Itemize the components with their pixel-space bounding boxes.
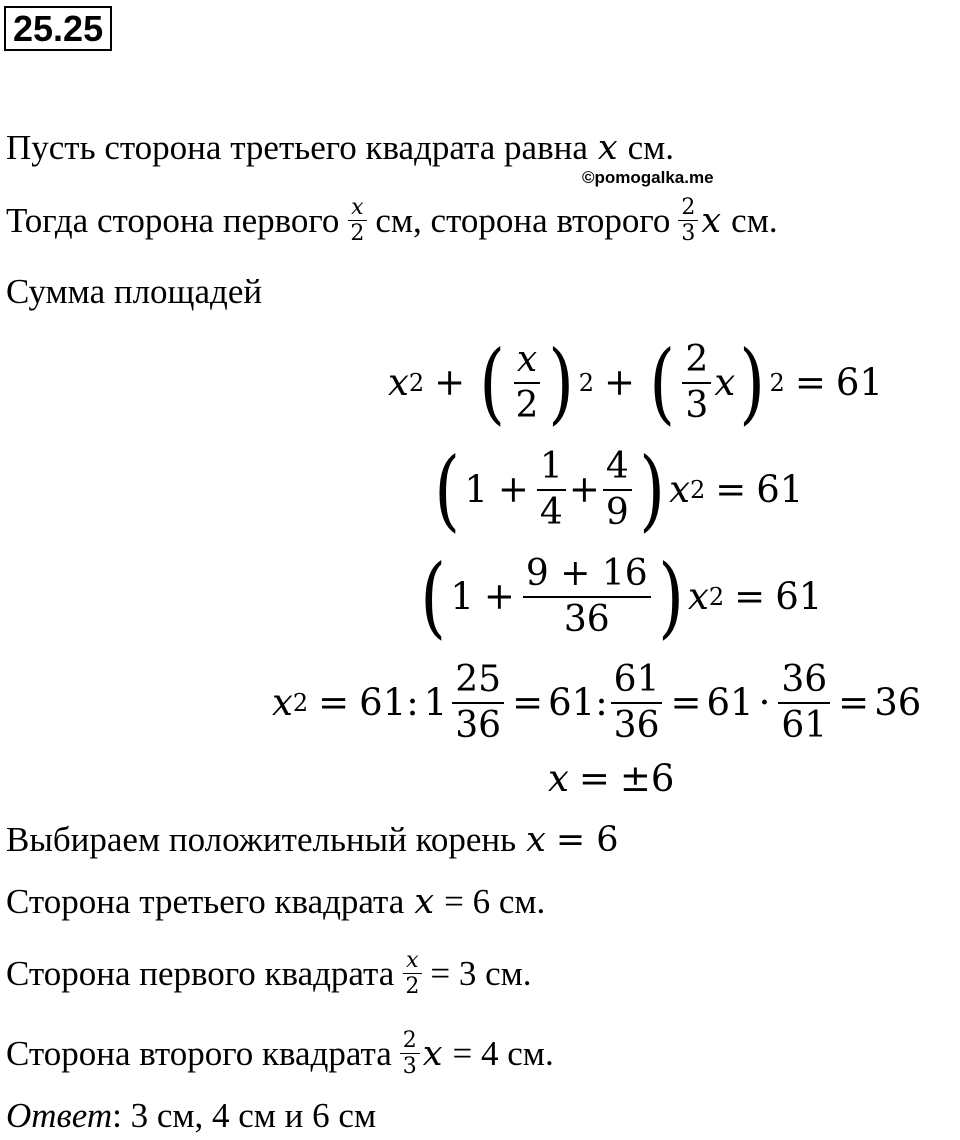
equals-sign: = [838,681,870,724]
intro-text-2b: см, сторона второго [375,200,671,240]
value-1: 1 [450,575,474,618]
numerator: 2 [400,1028,420,1054]
value-61: 61 [359,681,407,724]
fraction-61-over-36 [611,658,663,748]
denominator: 2 [515,385,539,426]
denominator: 3 [402,1054,417,1079]
value-4-cm: = 4 см. [452,1033,554,1073]
right-paren: ) [657,545,684,648]
intro-text-2c: см. [731,200,778,240]
answer-line [6,1096,376,1136]
numerator: x [514,338,540,384]
value-61: 61 [775,575,823,618]
equation-5 [0,757,960,801]
left-paren: ( [420,545,447,648]
denominator: 4 [539,492,563,533]
intro-text-2a: Тогда сторона первого [6,200,340,240]
denominator: 36 [455,705,502,746]
plus-sign: + [434,361,466,404]
equals-sign: = [318,681,350,724]
answer-label: Ответ [6,1096,113,1135]
divide-sign: : [406,681,419,724]
equation-4: x 2 = 61 : 1 $\frac{25}{36}$ = 61 : $\frac{61}{36}$ = 61 · $\frac{36}{61}$ = 36 [272,659,922,746]
equals-sign: = [670,681,702,724]
equals-sign: = [734,575,766,618]
fraction-x-over-2 [347,195,367,246]
numerator: x [403,948,421,974]
numerator: 25 [452,658,504,704]
var-x: x [388,361,409,404]
var-x: x [701,200,722,241]
equals-sign: = [512,681,544,724]
value-plus-minus-6: ±6 [619,757,675,800]
fraction-25-over-36 [523,552,651,642]
fraction-4-over-9 [603,445,632,535]
right-paren: ) [548,331,575,434]
value-1: 1 [464,468,488,511]
numerator: x [348,195,366,221]
intro-text-1: Пусть сторона третьего квадрата равна [6,128,588,167]
intro-line-3 [6,272,262,312]
value-3-cm: = 3 см. [430,953,532,993]
fraction-25-over-36 [452,658,504,748]
denominator: 3 [681,221,696,246]
var-x: x [669,468,690,511]
numerator: 4 [603,445,632,491]
denominator: 61 [781,705,828,746]
denominator: 36 [613,705,660,746]
left-paren: ( [434,438,461,541]
denominator: 9 [605,492,629,533]
value-6-cm: = 6 см. [444,882,546,921]
fraction-1-over-4 [537,445,566,535]
var-x: x [548,757,569,800]
intro-line-2 [6,195,778,246]
equals-sign: = [794,361,826,404]
unit-cm: см. [627,128,675,167]
third-side-text: Сторона третьего квадрата [6,882,405,921]
denominator: 3 [685,385,709,426]
value-36: 36 [874,681,922,724]
answer-text: : 3 см, 4 см и 6 см [112,1096,377,1135]
fraction-2-over-3 [678,195,698,246]
value-61: 61 [548,681,596,724]
fraction-2-over-3 [682,338,711,428]
denominator: 2 [405,974,420,999]
var-x: x [597,128,618,168]
equals-sign: = [715,468,747,511]
denominator: 36 [563,599,610,640]
plus-sign: + [483,575,515,618]
plus-sign: + [604,361,636,404]
denominator: 2 [350,221,365,246]
third-side-line [6,882,545,922]
intro-line-1 [6,128,674,168]
equals-sign: = [578,757,610,800]
second-side-text: Сторона второго квадрата [6,1033,392,1073]
fraction-x-over-2 [402,948,422,999]
multiply-sign: · [758,681,771,724]
numerator: 61 [611,658,663,704]
watermark: ©pomogalka.me [582,168,714,187]
equation-2: ( 1 + $\frac{1}{4}$ + $\frac{4}{9}$ ) x 2 = 61 [434,438,804,541]
value-61: 61 [835,361,883,404]
equation-3: ( 1 + $\frac{9 + 16}{36}$ ) x 2 = 61 [420,545,823,648]
choose-root-line [6,820,619,860]
plus-sign: + [497,468,529,511]
right-paren: ) [639,438,665,541]
var-x: x [714,361,736,404]
left-paren: ( [649,331,676,434]
var-x: x [414,882,435,922]
value-61: 61 [756,468,804,511]
first-side-text: Сторона первого квадрата [6,953,395,993]
fraction-x-over-2 [513,338,542,428]
numerator: 9 + 16 [523,552,651,598]
value-61: 61 [706,681,754,724]
left-paren: ( [479,331,506,434]
mixed-integer: 1 [423,681,448,724]
problem-number: 25.25 [4,6,112,51]
numerator: 2 [682,338,711,384]
second-side-line [6,1028,554,1079]
var-x: x [688,575,709,618]
plus-sign: + [568,468,600,511]
first-side-line [6,948,532,999]
right-paren: ) [739,331,766,434]
equation-1: x 2 + ( $\frac{x}{2}$ ) 2 + ( $\frac{2}{3}$ x ) 2 = 61 [388,331,883,434]
var-x: x [422,1033,443,1074]
var-x: x [272,681,293,724]
divide-sign: : [595,681,608,724]
numerator: 36 [778,658,830,704]
sum-areas-text: Сумма площадей [6,272,263,311]
var-x: x [526,820,546,860]
value-eq-6: = 6 [555,820,619,860]
numerator: 2 [678,195,698,221]
fraction-2-over-3 [400,1028,420,1079]
numerator: 1 [537,445,566,491]
choose-root-text: Выбираем положительный корень [6,820,517,859]
fraction-36-over-61 [778,658,830,748]
